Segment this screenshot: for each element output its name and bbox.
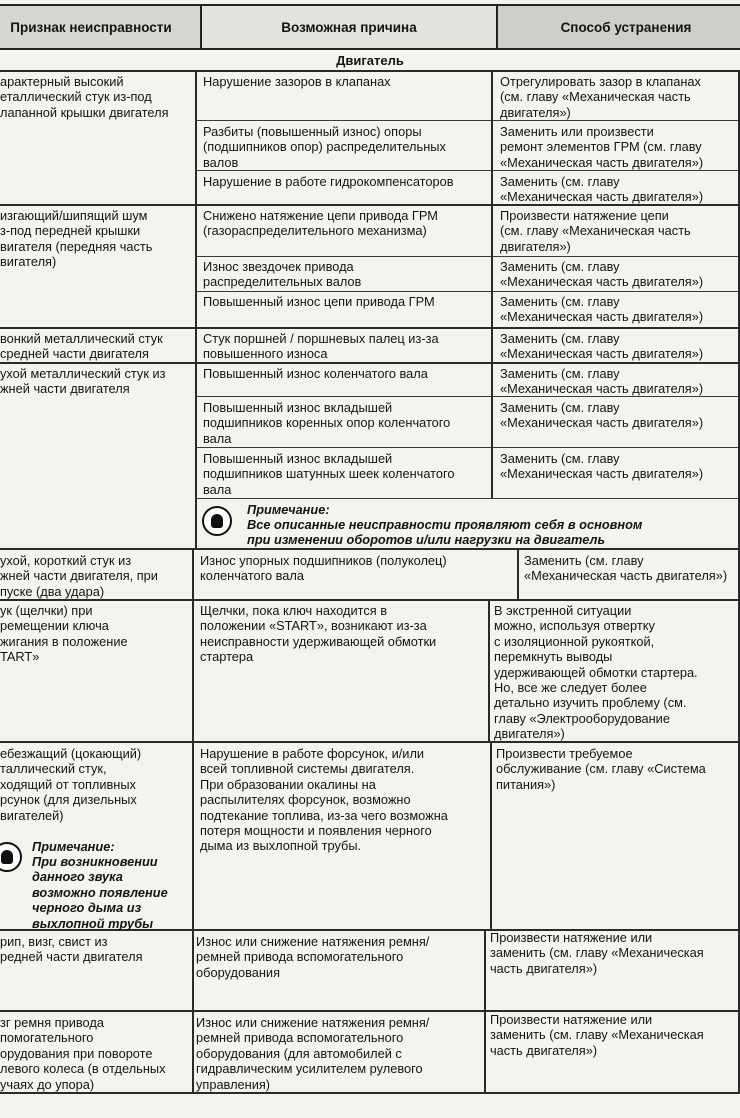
column-divider bbox=[192, 548, 194, 1094]
symptom-cell: ук (щелчки) при ремещении ключа жигания в положение TART» bbox=[0, 603, 128, 665]
remedy-cell: Заменить или произвести ремонт элементов ГРМ (см. главу «Механическая часть двигателя») bbox=[500, 124, 704, 170]
symptom-cell: ухой металлический стук из жней части двигателя bbox=[0, 366, 166, 397]
symptom-cell: зг ремня привода помогательного орудования при повороте левого колеса (в отдельных учаях до упора) bbox=[0, 1015, 166, 1092]
symptom-cell: рип, визг, свист из редней части двигателя bbox=[0, 934, 143, 965]
header-symptom: Признак неисправности bbox=[0, 4, 202, 50]
cause-cell: Повышенный износ цепи привода ГРМ bbox=[203, 294, 435, 309]
subrow-divider bbox=[196, 291, 740, 292]
cause-cell: Повышенный износ вкладышей подшипников шатунных шеек коленчатого вала bbox=[203, 451, 455, 497]
remedy-cell: Заменить (см. главу «Механическая часть двигателя») bbox=[500, 400, 704, 431]
column-divider bbox=[195, 70, 197, 549]
remedy-cell: Заменить (см. главу «Механическая часть двигателя») bbox=[500, 451, 704, 482]
section-title: Двигатель bbox=[336, 53, 404, 68]
column-divider bbox=[490, 741, 492, 930]
cause-cell: Износ звездочек привода распределительных валов bbox=[203, 259, 362, 290]
cause-cell: Нарушение в работе гидрокомпенсаторов bbox=[203, 174, 454, 189]
column-divider bbox=[488, 599, 490, 742]
note-title: Примечание: bbox=[247, 502, 330, 517]
subrow-divider bbox=[196, 498, 740, 499]
remedy-cell: Заменить (см. главу «Механическая часть двигателя») bbox=[500, 331, 704, 362]
remedy-cell: В экстренной ситуации можно, используя отвертку с изоляционной рукояткой, перемкнуть выводы удерживающей обмотки стартера. Но, все же следует более детально изучить проблему (см. главу «Электрооборудование двигателя») bbox=[494, 603, 698, 742]
cause-cell: Износ или снижение натяжения ремня/ ремней привода вспомогательного оборудования (для автомобилей с гидравлическим усилителем рулевого управления) bbox=[196, 1015, 430, 1092]
header-cause: Возможная причина bbox=[200, 4, 498, 50]
cause-cell: Повышенный износ вкладышей подшипников коренных опор коленчатого вала bbox=[203, 400, 451, 446]
remedy-cell: Отрегулировать зазор в клапанах (см. главу «Механическая часть двигателя») bbox=[500, 74, 701, 120]
note-title: Примечание: bbox=[32, 839, 115, 854]
cause-cell: Нарушение в работе форсунок, и/или всей топливной системы двигателя. При образовании окалины на распылителях форсунок, возможно подтекание топлива, из-за чего возможна потеря мощности и появления черного дыма из выхлопной трубы. bbox=[200, 746, 448, 854]
cause-cell: Снижено натяжение цепи привода ГРМ (газораспределительного механизма) bbox=[203, 208, 438, 239]
cause-cell: Разбиты (повышенный износ) опоры (подшипников опор) распределительных валов bbox=[203, 124, 446, 170]
column-divider bbox=[738, 70, 740, 1094]
row-divider bbox=[0, 599, 740, 601]
remedy-cell: Произвести натяжение или заменить (см. главу «Механическая часть двигателя») bbox=[490, 1012, 704, 1058]
remedy-cell: Произвести натяжение или заменить (см. главу «Механическая часть двигателя») bbox=[490, 930, 704, 976]
cause-cell: Износ упорных подшипников (полуколец) коленчатого вала bbox=[200, 553, 447, 584]
cause-cell: Стук поршней / поршневых палец из-за повышенного износа bbox=[203, 331, 439, 362]
row-divider bbox=[0, 1092, 740, 1094]
cause-cell: Износ или снижение натяжения ремня/ ремней привода вспомогательного оборудования bbox=[196, 934, 430, 980]
row-divider bbox=[0, 362, 740, 364]
remedy-cell: Произвести натяжение цепи (см. главу «Механическая часть двигателя») bbox=[500, 208, 691, 254]
cause-cell: Щелчки, пока ключ находится в положении «START», возникают из-за неисправности удерживающей обмотки стартера bbox=[200, 603, 437, 665]
remedy-cell: Заменить (см. главу «Механическая часть двигателя») bbox=[500, 366, 704, 397]
symptom-cell: арактерный высокий еталлический стук из-под лапанной крышки двигателя bbox=[0, 74, 169, 120]
remedy-cell: Произвести требуемое обслуживание (см. главу «Система питания») bbox=[496, 746, 706, 792]
remedy-cell: Заменить (см. главу «Механическая часть двигателя») bbox=[500, 259, 704, 290]
column-divider bbox=[517, 548, 519, 600]
column-divider bbox=[491, 70, 493, 499]
row-divider bbox=[0, 548, 740, 550]
symptom-cell: изгающий/шипящий шум з-под передней крышки вигателя (передняя часть вигателя) bbox=[0, 208, 153, 270]
note-text: При возникновении данного звука возможно появление черного дыма из выхлопной трубы bbox=[32, 854, 168, 931]
symptom-cell: ухой, короткий стук из жней части двигателя, при пуске (два удара) bbox=[0, 553, 158, 599]
symptom-cell: вонкий металлический стук средней части двигателя bbox=[0, 331, 163, 362]
subrow-divider bbox=[196, 256, 740, 257]
row-divider bbox=[0, 70, 740, 72]
cause-cell: Нарушение зазоров в клапанах bbox=[203, 74, 391, 89]
subrow-divider bbox=[196, 447, 740, 448]
note-text: Все описанные неисправности проявляют себя в основном при изменении оборотов и/или нагрузки на двигатель bbox=[247, 517, 643, 548]
lightbulb-icon bbox=[202, 506, 232, 536]
cause-cell: Повышенный износ коленчатого вала bbox=[203, 366, 428, 381]
symptom-cell: ебезжащий (цокающий) таллический стук, ходящий от топливных рсунок (для дизельных вигателей) bbox=[0, 746, 142, 823]
lightbulb-icon bbox=[0, 842, 22, 872]
row-divider bbox=[0, 327, 740, 329]
remedy-cell: Заменить (см. главу «Механическая часть двигателя») bbox=[524, 553, 728, 584]
remedy-cell: Заменить (см. главу «Механическая часть двигателя») bbox=[500, 174, 704, 205]
remedy-cell: Заменить (см. главу «Механическая часть двигателя») bbox=[500, 294, 704, 325]
header-remedy: Способ устранения bbox=[496, 4, 740, 50]
column-divider bbox=[484, 929, 486, 1094]
